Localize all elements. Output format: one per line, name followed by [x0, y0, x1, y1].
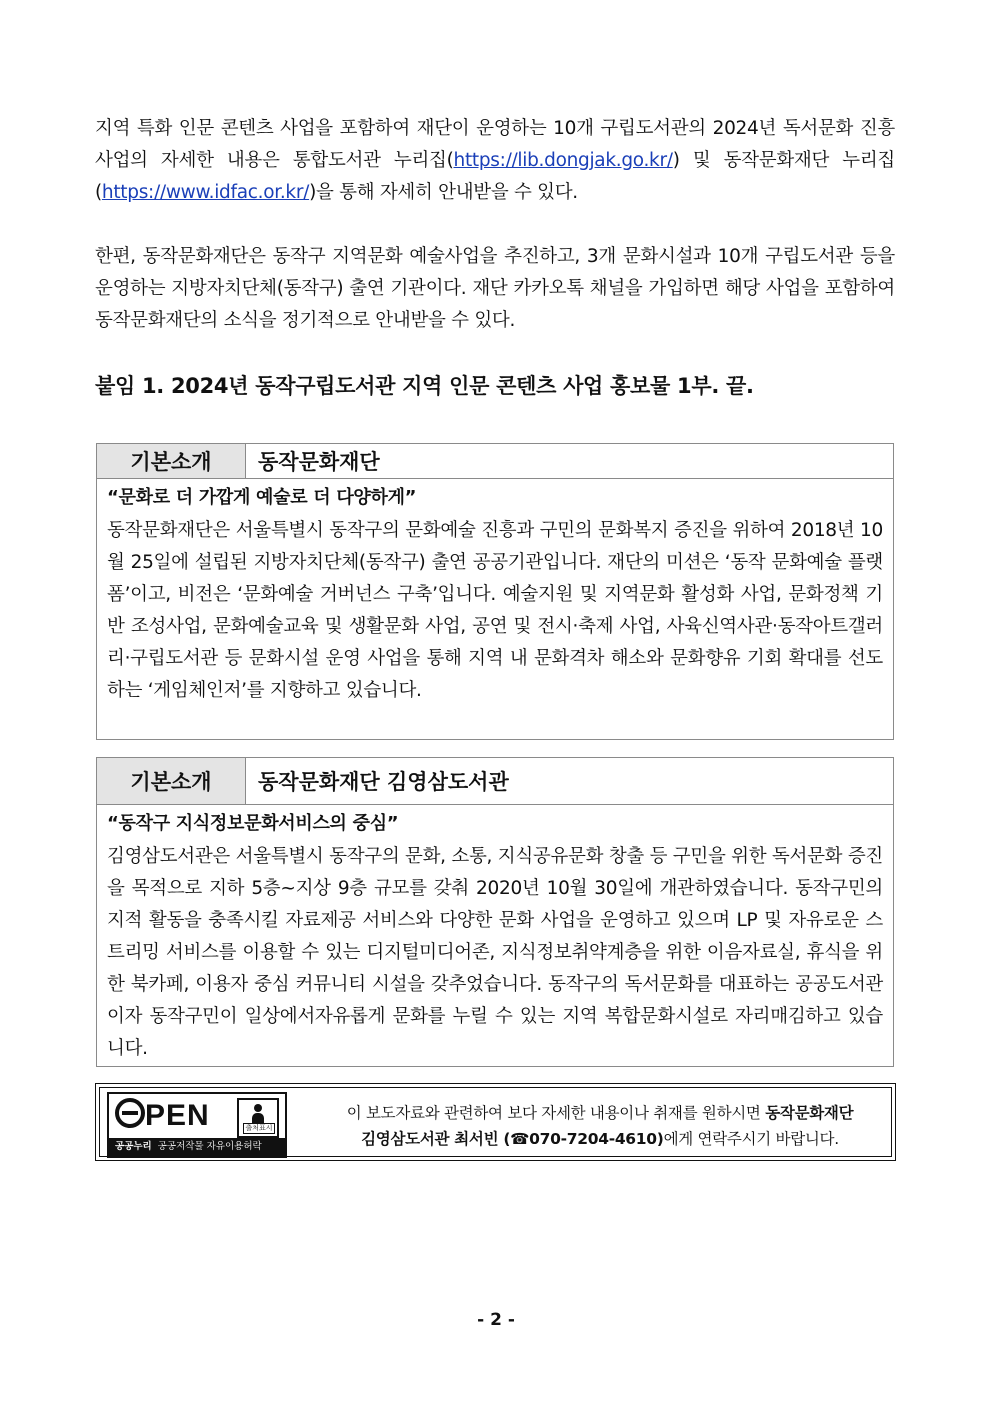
attribution-badge-icon [237, 1098, 279, 1138]
contact-line-1 [320, 1100, 880, 1126]
open-word-text: PEN [145, 1099, 210, 1132]
kogl-bar-text: 공공저작물 자유이용허락 [157, 1141, 262, 1152]
intro-box-slogan: “문화로 더 가깝게 예술로 더 다양하게” [107, 487, 417, 508]
intro-box-library [96, 757, 894, 1067]
intro-box-header [97, 444, 893, 479]
person-icon [252, 1104, 264, 1124]
text-span: ) 및 동작문화재단 누리집 ( [95, 150, 895, 203]
contact-line-2 [320, 1126, 880, 1152]
text-span: 에게 연락주시기 바랍니다. [663, 1130, 839, 1148]
text-span: 이 보도자료와 관련하여 보다 자세한 내용이나 취재를 원하시면 [346, 1104, 766, 1122]
intro-box-foundation [96, 443, 894, 740]
text-span: 지역 특화 인문 콘텐츠 사업을 포함하여 재단이 운영하는 10개 구립도서관의 2024년 독서문화 진흥사업의 자세한 내용은 통합도서관 누리집( [95, 118, 895, 171]
intro-box-title: 동작문화재단 김영삼도서관 [258, 770, 509, 794]
intro-box-key: 기본소개 [97, 758, 246, 804]
intro-box-key: 기본소개 [97, 444, 246, 478]
contact-person: 김영삼도서관 최서빈 (☎070-7204-4610) [361, 1130, 664, 1148]
intro-box-body [97, 479, 893, 707]
contact-footer [95, 1083, 896, 1161]
badge-label: 출처표시 [243, 1123, 275, 1134]
paragraph-foundation-info: 한편, 동작문화재단은 동작구 지역문화 예술사업을 추진하고, 3개 문화시설과 10개 구립도서관 등을 운영하는 지방자치단체(동작구) 출연 기관이다. 재단 카카오톡 채널을 가입하면 해당 사업을 포함하여 동작문화재단의 소식을 정기적으로 안내받을 수 있다. [95, 246, 895, 331]
intro-box-description: 김영삼도서관은 서울특별시 동작구의 문화, 소통, 지식공유문화 창출 등 구민을 위한 독서문화 증진을 목적으로 지하 5층~지상 9층 규모를 갖춰 2020년 10월 30일에 개관하였습니다. 동작구민의 지적 활동을 충족시킬 자료제공 서비스와 다양한 문화 사업을 운영하고 있으며 LP 및 자유로운 스트리밍 서비스를 이용할 수 있는 디지털미디어존, 지식정보취약계층을 위한 이음자료실, 휴식을 위한 북카페, 이용자 중심 커뮤니티 시설을 갖추었습니다. 동작구의 독서문화를 대표하는 공공도서관이자 동작구민이 일상에서자유롭게 문화를 누릴 수 있는 지역 복합문화시설로 자리매김하고 있습니다. [107, 846, 883, 1059]
text-span: )을 통해 자세히 안내받을 수 있다. [309, 182, 578, 203]
intro-box-title: 동작문화재단 [258, 450, 380, 474]
intro-box-description: 동작문화재단은 서울특별시 동작구의 문화예술 진흥과 구민의 문화복지 증진을 위하여 2018년 10월 25일에 설립된 지방자치단체(동작구) 출연 공공기관입니다. 재단의 미션은 ‘동작 문화예술 플랫폼’이고, 비전은 ‘문화예술 거버넌스 구축’입니다. 예술지원 및 지역문화 활성화 사업, 문화정책 기반 조성사업, 문화예술교육 및 생활문화 사업, 공연 및 전시·축제 사업, 사육신역사관·동작아트갤러리·구립도서관 등 문화시설 운영 사업을 통해 지역 내 문화격차 해소와 문화향유 기회 확대를 선도하는 ‘게임체인저’를 지향하고 있습니다. [107, 520, 883, 701]
intro-box-header [97, 758, 893, 805]
intro-box-body [97, 805, 893, 1065]
intro-box-slogan: “동작구 지식정보문화서비스의 중심” [107, 813, 399, 834]
open-o-icon [115, 1098, 145, 1128]
page-number: - 2 - [477, 1310, 515, 1330]
kogl-open-logo [107, 1092, 287, 1158]
contact-text [320, 1100, 880, 1152]
library-website-link[interactable]: https://lib.dongjak.go.kr/ [453, 150, 673, 171]
contact-footer-inner [99, 1087, 892, 1157]
foundation-website-link[interactable]: https://www.idfac.or.kr/ [101, 182, 310, 203]
paragraph-program-info [95, 113, 895, 209]
open-wordmark [115, 1098, 210, 1133]
kogl-bar [109, 1138, 285, 1156]
text-span: 동작문화재단 [765, 1104, 854, 1122]
attachment-line: 붙임 1. 2024년 동작구립도서관 지역 인문 콘텐츠 사업 홍보물 1부. 끝. [95, 374, 754, 398]
kogl-bar-title: 공공누리 [115, 1141, 152, 1152]
